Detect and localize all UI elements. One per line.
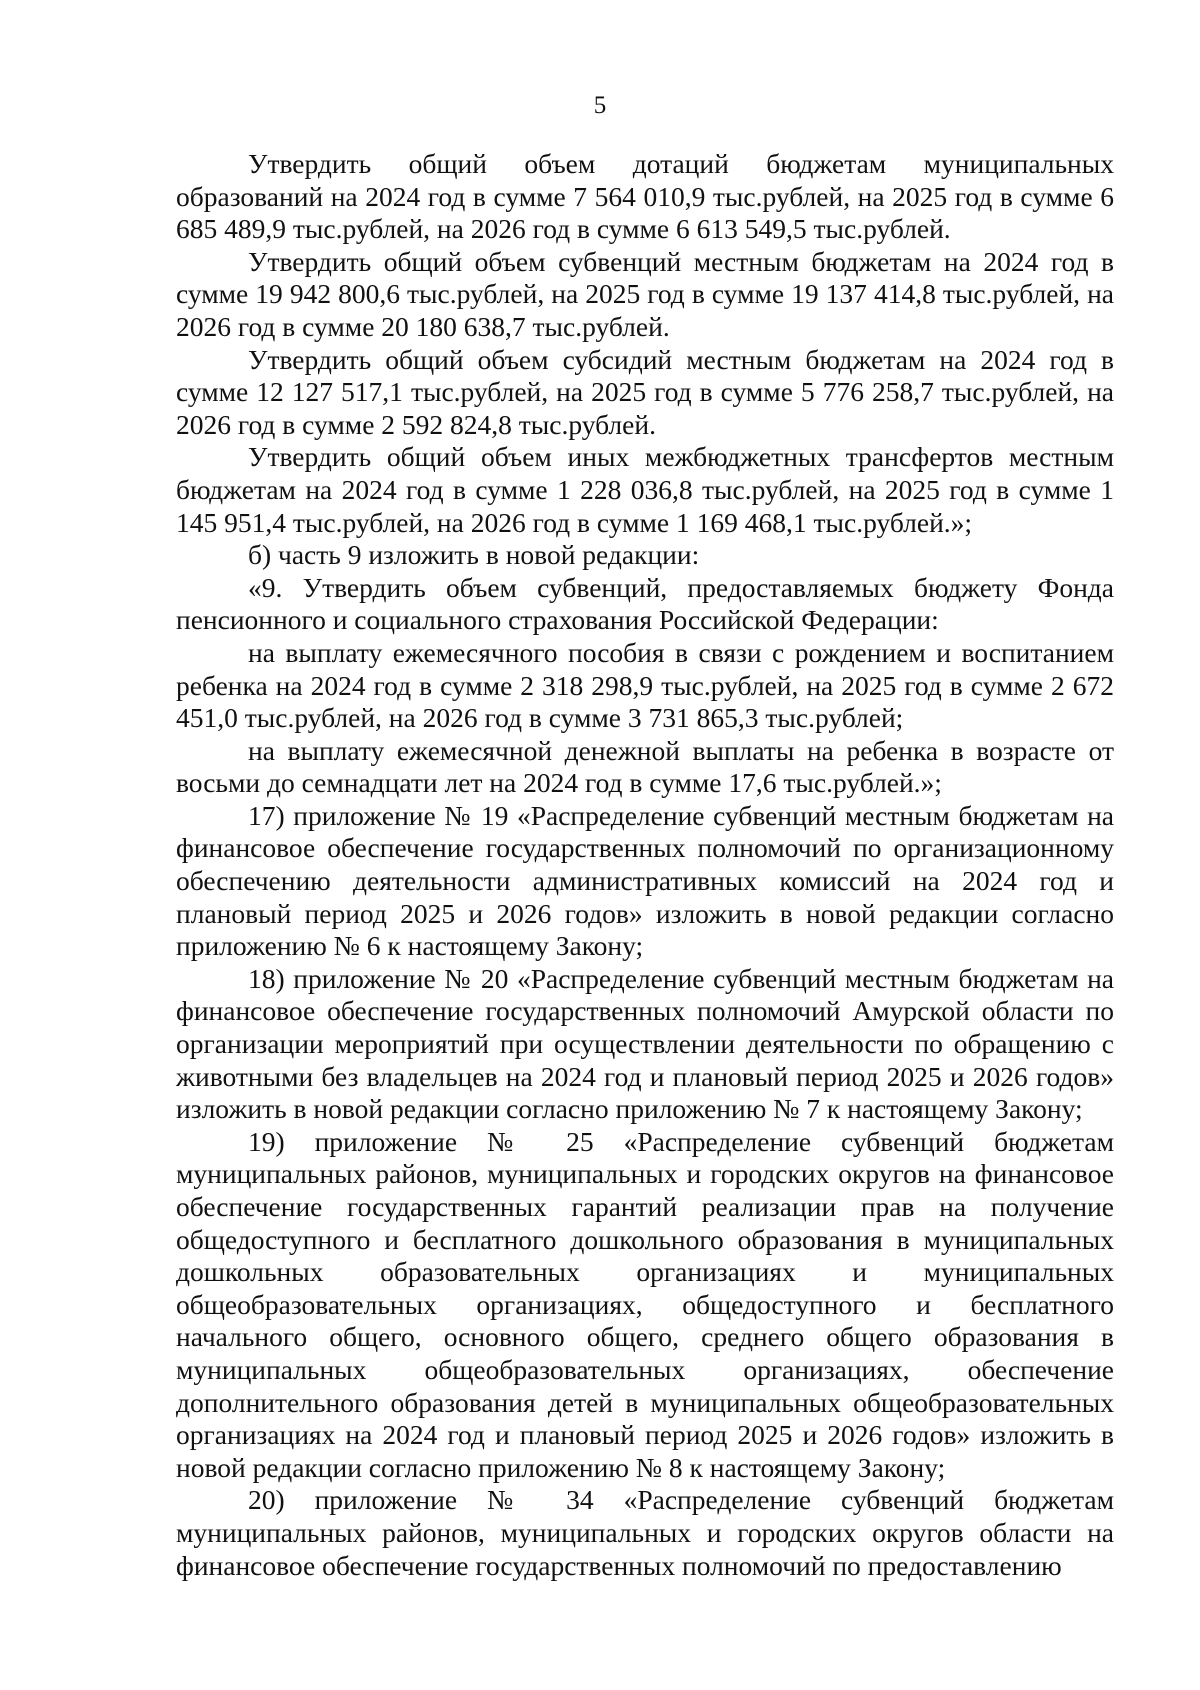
paragraph-part-9-intro: б) часть 9 изложить в новой редакции: [248, 539, 700, 571]
paragraph-subventions-local: Утвердить общий объем субвенций местным бюджетам на 2024 год в сумме 19 942 800,6 тыс.рублей, на 2025 год в сумме 19 137 414,8 тыс.рублей, на 2026 год в сумме 20 180 638,7 тыс.рублей. [176, 245, 1114, 342]
document-body [176, 148, 1114, 1582]
page-number: 5 [593, 92, 607, 119]
paragraph-item-17: 17) приложение № 19 «Распределение субвенций местным бюджетам на финансовое обеспечение государственных полномочий по организационному обеспечению деятельности административных комиссий на 2024 год и плановый период 2025 и 2026 годов» изложить в новой редакции согласно приложению № 6 к настоящему Закону; [176, 799, 1114, 962]
paragraph-monthly-payment: на выплату ежемесячной денежной выплаты на ребенка в возрасте от восьми до семнадцати лет на 2024 год в сумме 17,6 тыс.рублей.»; [176, 734, 1114, 799]
paragraph-part-9: «9. Утвердить объем субвенций, предоставляемых бюджету Фонда пенсионного и социального страхования Российской Федерации: [176, 571, 1114, 636]
paragraph-monthly-allowance: на выплату ежемесячного пособия в связи с рождением и воспитанием ребенка на 2024 год в сумме 2 318 298,9 тыс.рублей, на 2025 год в сумме 2 672 451,0 тыс.рублей, на 2026 год в сумме 3 731 865,3 тыс.рублей; [176, 636, 1114, 734]
paragraph-other-transfers: Утвердить общий объем иных межбюджетных трансфертов местным бюджетам на 2024 год в сумме 1 228 036,8 тыс.рублей, на 2025 год в сумме 1 145 951,4 тыс.рублей, на 2026 год в сумме 1 169 468,1 тыс.рублей.»; [176, 441, 1114, 538]
paragraph-subsidies-municipal: Утвердить общий объем дотаций бюджетам муниципальных образований на 2024 год в сумме 7 564 010,9 тыс.рублей, на 2025 год в сумме 6 685 489,9 тыс.рублей, на 2026 год в сумме 6 613 549,5 тыс.рублей. [176, 148, 1114, 245]
paragraph-item-18: 18) приложение № 20 «Распределение субвенций местным бюджетам на финансовое обеспечение государственных полномочий Амурской области по организации мероприятий при осуществлении деятельности по обращению с животными без владельцев на 2024 год и плановый период 2025 и 2026 годов» изложить в новой редакции согласно приложению № 7 к настоящему Закону; [176, 962, 1114, 1125]
paragraph-item-19: 19) приложение № 25 «Распределение субвенций бюджетам муниципальных районов, муниципальных и городских округов на финансовое обеспечение государственных гарантий реализации прав на получение общедоступного и бесплатного дошкольного образования в муниципальных дошкольных образовательных организациях и муниципальных общеобразовательных организациях, общедоступного и бесплатного начального общего, основного общего, среднего общего образования в муниципальных общеобразовательных организациях, обеспечение дополнительного образования детей в муниципальных общеобразовательных организациях на 2024 год и плановый период 2025 и 2026 годов» изложить в новой редакции согласно приложению № 8 к настоящему Закону; [176, 1125, 1114, 1483]
paragraph-subsidies-local: Утвердить общий объем субсидий местным бюджетам на 2024 год в сумме 12 127 517,1 тыс.рублей, на 2025 год в сумме 5 776 258,7 тыс.рублей, на 2026 год в сумме 2 592 824,8 тыс.рублей. [176, 343, 1114, 440]
paragraph-item-20: 20) приложение № 34 «Распределение субвенций бюджетам муниципальных районов, муниципальных и городских округов области на финансовое обеспечение государственных полномочий по предоставлению [176, 1484, 1114, 1581]
